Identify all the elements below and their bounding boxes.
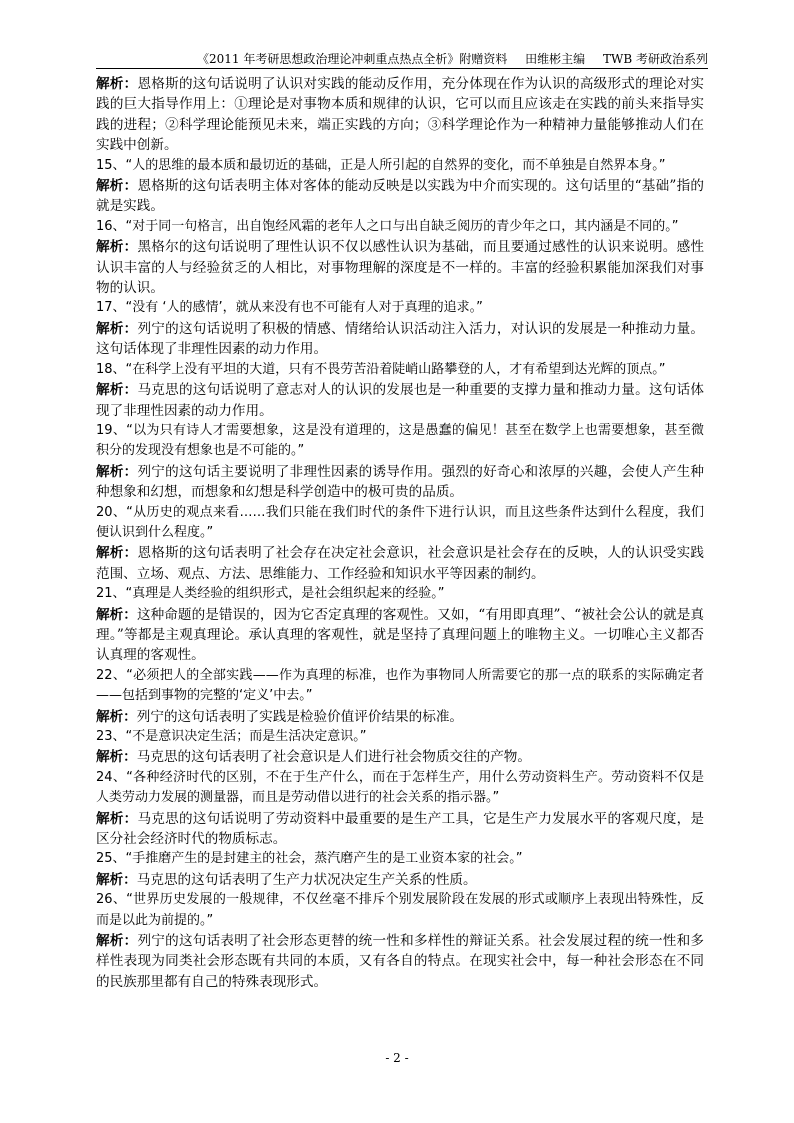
answer-text: 这种命题的是错误的，因为它否定真理的客观性。又如，“有用即真理”、“被社会公认的就是真理。”等都是主观真理论。承认真理的客观性，就是坚持了真理问题上的唯物主义。一切唯心主义都否认真理的客观性。 [96,606,704,664]
answer-text: 马克思的这句话表明了生产力状况决定生产关系的性质。 [136,871,477,888]
answer-label: 解析： [96,606,137,623]
quote-question: 26、“世界历史发展的一般规律，不仅丝毫不排斥个别发展阶段在发展的形式或顺序上表现出特殊性，反而是以此为前提的。” [96,892,704,928]
answer-paragraph [96,74,704,156]
answer-text: 列宁的这句话表明了社会形态更替的统一性和多样性的辩证关系。社会发展过程的统一性和多样性表现为同类社会形态既有共同的本质，又有各自的特点。在现实社会中，每一种社会形态在不同的民族那里都有自己的特殊表现形式。 [96,933,705,990]
answer-text: 恩格斯的这句话表明主体对客体的能动反映是以实践为中介而实现的。这句话里的“基础”指的就是实践。 [96,178,704,215]
answer-paragraph [96,237,704,298]
answer-text: 恩格斯的这句话表明了社会存在决定社会意识，社会意识是社会存在的反映，人的认识受实践范围、立场、观点、方法、思维能力、工作经验和知识水平等因素的制约。 [96,545,705,582]
answer-text: 马克思的这句话说明了意志对人的认识的发展也是一种重要的支撑力量和推动力量。这句话体现了非理性因素的动力作用。 [96,382,705,419]
answer-label: 解析： [96,76,138,92]
answer-label: 解析： [96,382,138,399]
quote-question: 18、“在科学上没有平坦的大道，只有不畏劳苦沿着陡峭山路攀登的人，才有希望到达光辉的顶点。” [96,361,666,377]
answer-text: 列宁的这句话说明了积极的情感、情绪给认识活动注入活力，对认识的发展是一种推动力量。这句话体现了非理性因素的动力作用。 [96,320,705,358]
running-header [96,50,708,69]
answer-text: 列宁的这句话表明了实践是检验价值评价结果的标准。 [136,708,464,725]
document-body [96,74,704,992]
answer-paragraph [96,605,704,666]
quote-question: 17、“没有 ‘人的感情’，就从来没有也不可能有人对于真理的追求。” [96,300,483,316]
answer-label: 解析： [96,933,138,950]
answer-text: 列宁的这句话主要说明了非理性因素的诱导作用。强烈的好奇心和浓厚的兴趣，会使人产生种种想象和幻想，而想象和幻想是科学创造中的极可贵的品质。 [96,463,705,501]
answer-paragraph [96,870,704,890]
answer-text: 马克思的这句话说明了劳动资料中最重要的是生产工具，它是生产力发展水平的客观尺度，是区分社会经济时代的物质标志。 [96,810,705,848]
answer-text: 黑格尔的这句话说明了理性认识不仅以感性认识为基础，而且要通过感性的认识来说明。感性认识丰富的人与经验贫乏的人相比，对事物理解的深度是不一样的。丰富的经验积累能加深我们对事物的认识。 [96,239,705,297]
quote-question: 19、“以为只有诗人才需要想象，这是没有道理的，这是愚蠢的偏见！甚至在数学上也需要想象，甚至微积分的发现没有想象也是不可能的。” [96,422,704,459]
header-series: TWB 考研政治系列 [603,52,708,66]
answer-paragraph [96,319,704,360]
answer-paragraph [96,747,704,767]
header-editor: 田维彬主编 [525,52,586,66]
quote-question: 23、“不是意识决定生活；而是生活决定意识。” [96,729,367,744]
answer-label: 解析： [96,463,138,480]
answer-paragraph [96,462,704,503]
answer-text: 恩格斯的这句话说明了认识对实践的能动反作用，充分体现在作为认识的高级形式的理论对实践的巨大指导作用上：①理论是对事物本质和规律的认识，它可以而且应该走在实践的前头来指导实践的进程；②科学理论能预见未来，端正实践的方向；③科学理论作为一种精神力量能够推动人们在实践中创新。 [96,76,705,154]
answer-label: 解析： [96,545,138,562]
answer-text: 马克思的这句话表明了社会意识是人们进行社会物质交往的产物。 [136,749,531,766]
header-book-title: 《2011 年考研思想政治理论冲刺重点热点全析》附赠资料 [196,52,508,66]
answer-paragraph [96,380,704,421]
answer-paragraph [96,931,704,992]
page-number: - 2 - [385,1051,409,1065]
answer-label: 解析： [96,708,137,725]
answer-label: 解析： [96,320,138,337]
answer-label: 解析： [96,871,137,888]
quote-question: 24、“各种经济时代的区别，不在于生产什么，而在于怎样生产，用什么劳动资料生产。劳动资料不仅是人类劳动力发展的测量器，而且是劳动借以进行的社会关系的指示器。” [96,769,704,806]
answer-paragraph [96,543,704,584]
answer-paragraph [96,176,704,217]
answer-label: 解析： [96,239,138,256]
quote-question: 16、“对于同一句格言，出自饱经风霜的老年人之口与出自缺乏阅历的青少年之口，其内涵是不同的。” [96,218,679,234]
quote-question: 15、“人的思维的最本质和最切近的基础，正是人所引起的自然界的变化，而不单独是自然界本身。” [96,157,666,173]
quote-question: 22、“必须把人的全部实践——作为真理的标准，也作为事物同人所需要它的那一点的联系的实际确定者——包括到事物的完整的‘定义’中去。” [96,667,704,704]
answer-label: 解析： [96,749,137,766]
quote-question: 20、“从历史的观点来看……我们只能在我们时代的条件下进行认识，而且这些条件达到什么程度，我们便认识到什么程度。” [96,504,704,540]
quote-question: 25、“手推磨产生的是封建主的社会，蒸汽磨产生的是工业资本家的社会。” [96,851,523,867]
quote-question: 21、“真理是人类经验的组织形式，是社会组织起来的经验。” [96,586,445,602]
answer-paragraph [96,809,704,850]
answer-label: 解析： [96,178,138,195]
answer-label: 解析： [96,810,138,827]
answer-paragraph [96,707,704,727]
